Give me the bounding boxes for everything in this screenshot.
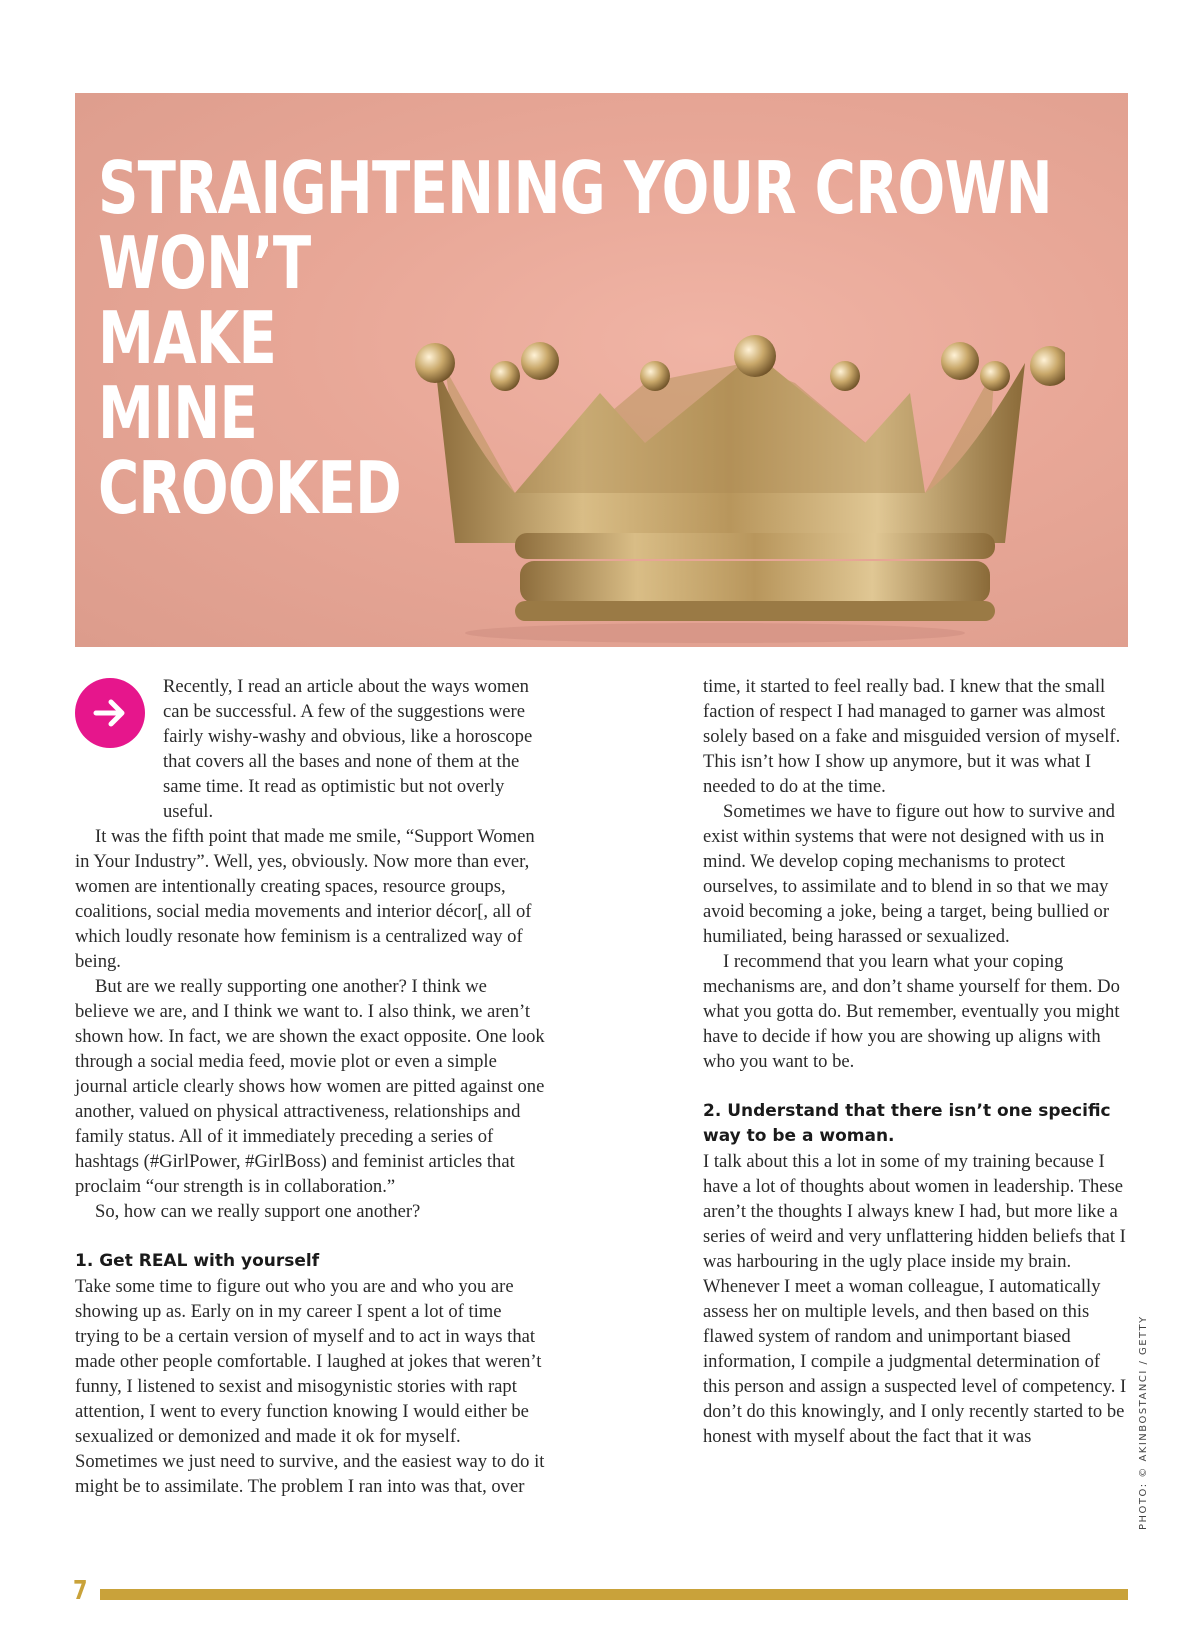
body-paragraph: time, it started to feel really bad. I knew that the small faction of respect I had managed to garner was almost solely based on a fake and misguided version of myself. This isn’t how I show up anymore, but it was what I needed to do at the time.: [703, 676, 1121, 797]
body-paragraph: I talk about this a lot in some of my training because I have a lot of thoughts about women in leadership. These aren’t the thoughts I always knew I had, but more like a series of weird and very unflattering hidden beliefs that I was harbouring in the ugly place inside my brain. Whenever I meet a woman colleague, I automatically assess her on multiple levels, and then based on this flawed system of random and unimportant biased information, I compile a judgmental determination of this person and assign a suspected level of competency. I don’t do this knowingly, and I only recently started to be honest with myself about the fact that it was: [703, 1151, 1127, 1447]
arrow-right-icon: [75, 678, 145, 748]
body-paragraph: So, how can we really support one another?: [95, 1201, 421, 1222]
article-column-left: [75, 674, 545, 1499]
photo-credit: PHOTO: © AKINBOSTANCI / GETTY: [1138, 1315, 1149, 1530]
section-heading: 2. Understand that there isn’t one specific way to be a woman.: [703, 1101, 1111, 1146]
title-line: WON’T: [98, 221, 311, 305]
title-line: STRAIGHTENING YOUR CROWN: [98, 146, 1052, 230]
article-column-right: [703, 674, 1128, 1449]
title-line: MINE: [98, 371, 258, 455]
article-title: [98, 146, 1052, 530]
body-paragraph: Sometimes we have to figure out how to survive and exist within systems that were not designed with us in mind. We develop coping mechanisms to protect ourselves, to assimilate and to blend in so that we may avoid becoming a joke, being a target, being bullied or humiliated, being harassed or sexualized.: [703, 801, 1115, 947]
title-line: MAKE: [98, 296, 277, 380]
body-paragraph: I recommend that you learn what your coping mechanisms are, and don’t shame yourself for them. Do what you gotta do. But remember, eventually you might have to decide if how you are showing up aligns with who you want to be.: [703, 951, 1120, 1072]
body-paragraph: It was the fifth point that made me smile, “Support Women in Your Industry”. Well, yes, obviously. Now more than ever, women are intentionally creating spaces, resource groups, coalitions, social media movements and interior décor[, all of which loudly resonate how feminism is a centralized way of being.: [75, 826, 535, 972]
intro-paragraph: Recently, I read an article about the ways women can be successful. A few of the suggestions were fairly wishy-washy and obvious, like a horoscope that covers all the bases and none of them at the same time. It read as optimistic but not overly useful.: [163, 676, 533, 822]
body-paragraph: Take some time to figure out who you are and who you are showing up as. Early on in my career I spent a lot of time trying to be a certain version of myself and to act in ways that made other people comfortable. I laughed at jokes that weren’t funny, I listened to sexist and misogynistic stories with rapt attention, I went to every function knowing I would either be sexualized or demonized and made it ok for myself. Sometimes we just need to survive, and the easiest way to do it might be to assimilate. The problem I ran into was that, over: [75, 1276, 545, 1497]
hero-banner: [75, 93, 1128, 647]
body-paragraph: But are we really supporting one another? I think we believe we are, and I think we want to. I also think, we aren’t shown how. In fact, we are shown the exact opposite. One look through a social media feed, movie plot or even a simple journal article clearly shows how women are pitted against one another, valued on physical attractiveness, relationships and family status. All of it immediately preceding a series of hashtags (#GirlPower, #GirlBoss) and feminist articles that proclaim “our strength is in collaboration.”: [75, 976, 545, 1197]
title-line: CROOKED: [98, 446, 401, 530]
section-heading: 1. Get REAL with yourself: [75, 1251, 320, 1271]
page-number: 7: [73, 1576, 88, 1606]
footer-rule: [100, 1589, 1128, 1600]
